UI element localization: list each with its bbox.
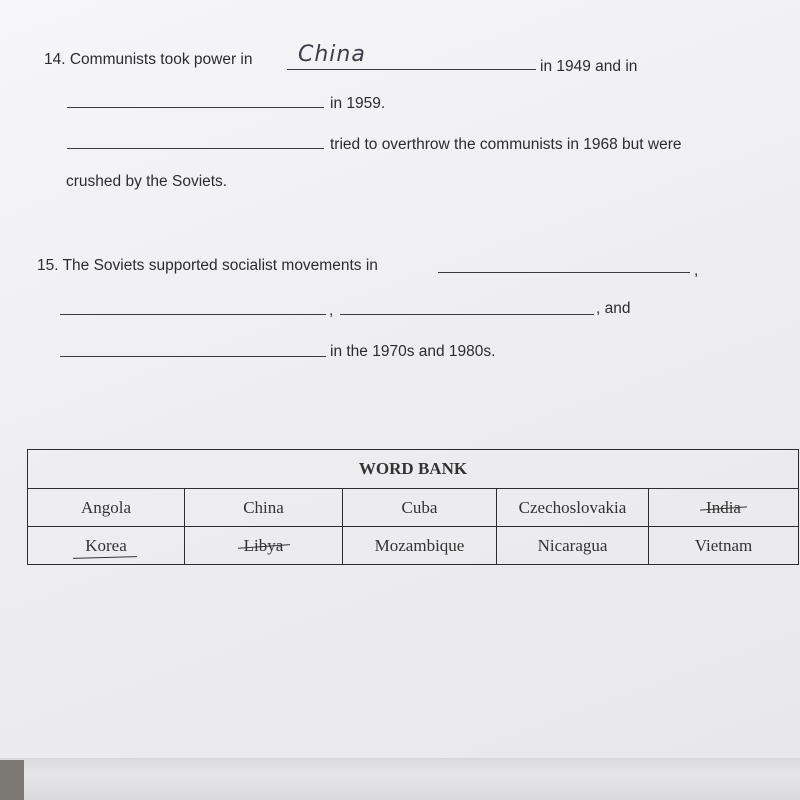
q15-and-text: , and <box>596 300 631 317</box>
q15-line3-suffix: in the 1970s and 1980s. <box>330 343 496 360</box>
word-bank-cell <box>185 527 343 565</box>
word-bank-word-underlined: Korea <box>85 535 127 555</box>
q14-blank-2[interactable] <box>67 107 324 108</box>
q14-blank-3[interactable] <box>67 148 324 149</box>
word-bank-word-crossed: India <box>706 497 741 517</box>
word-bank-cell <box>28 489 185 527</box>
word-bank-word: China <box>243 497 284 517</box>
q14-blank-1[interactable] <box>287 69 536 70</box>
word-bank-word: Angola <box>80 497 132 517</box>
word-bank-cell <box>28 527 185 565</box>
q14-line4: crushed by the Soviets. <box>66 173 228 190</box>
word-bank-cell <box>343 527 497 565</box>
word-bank-cell <box>649 489 799 527</box>
word-bank-cell <box>343 489 497 527</box>
q15-blank-1[interactable] <box>438 272 690 273</box>
page-fold <box>0 758 800 800</box>
q14-handwritten-answer: China <box>298 42 366 67</box>
q15-blank-3[interactable] <box>340 314 594 315</box>
q15-blank-4[interactable] <box>60 356 326 357</box>
q15-line1-prefix: 15. The Soviets supported socialist movements in <box>37 257 378 274</box>
word-bank-cell <box>649 527 799 565</box>
desk-edge <box>0 760 24 800</box>
q14-line1-suffix: in 1949 and in <box>540 58 638 75</box>
word-bank-cell <box>497 527 649 565</box>
word-bank-word: Mozambique <box>374 535 465 555</box>
word-bank-table <box>27 449 799 565</box>
q15-comma-1: , <box>694 262 699 279</box>
word-bank-cell <box>497 489 649 527</box>
q15-blank-2[interactable] <box>60 314 326 315</box>
q15-comma-2: , <box>329 302 334 319</box>
word-bank-word: Vietnam <box>694 535 753 555</box>
q14-line3-suffix: tried to overthrow the communists in 1968 but were <box>330 136 682 153</box>
word-bank-cell <box>185 489 343 527</box>
word-bank-word-crossed: Libya <box>243 535 284 555</box>
word-bank-word: Czechoslovakia <box>518 497 627 517</box>
word-bank-word: Nicaragua <box>537 535 608 555</box>
word-bank-word: Cuba <box>401 497 438 517</box>
q14-line2-suffix: in 1959. <box>330 95 386 112</box>
word-bank-title: WORD BANK <box>28 450 799 489</box>
q14-line1-prefix: 14. Communists took power in <box>44 51 253 68</box>
